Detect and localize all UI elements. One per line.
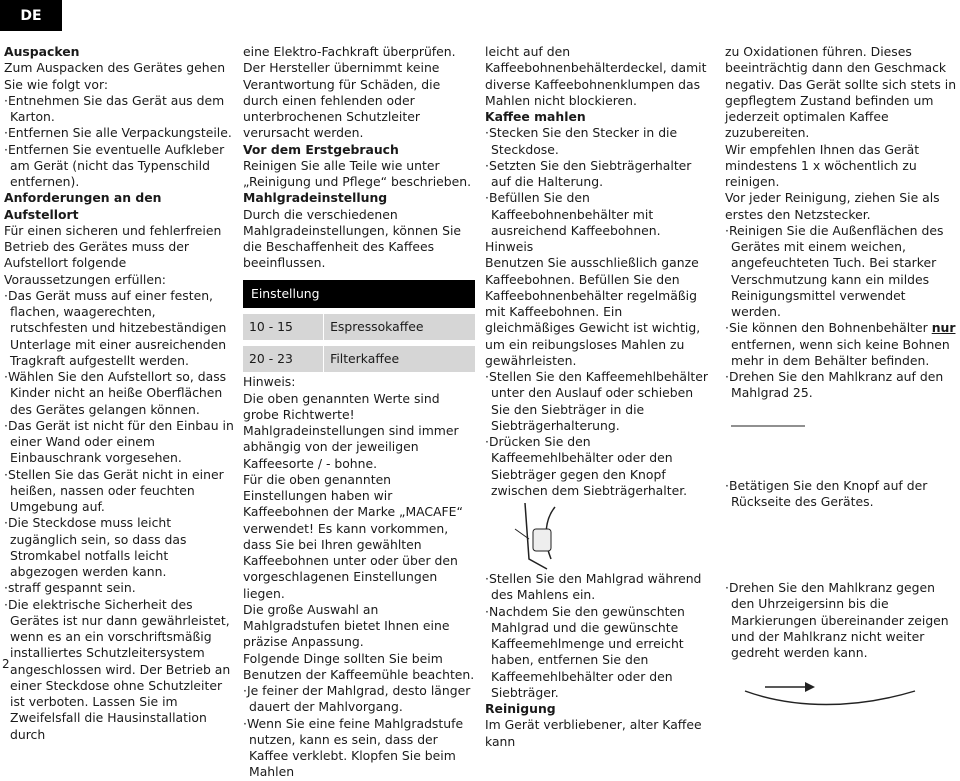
heading-cleaning: Reinigung [485, 701, 556, 716]
table-header: Einstellung [243, 280, 475, 311]
paragraph: Benutzen Sie ausschließlich ganze Kaffeebohnen. Befüllen Sie den Kaffeebohnenbehälter regelmäßig mit Kaffeebohnen. Ein gleichmäßiges Gewicht ist wichtig, um ein reibungsloses Mahlen zu gewährleisten. [485, 255, 701, 368]
bullet-item: ·Entfernen Sie eventuelle Aufkleber am Gerät (nicht das Typenschild entfernen). [4, 141, 225, 189]
bullet-item: ·Je feiner der Mahlgrad, desto länger dauert der Mahlvorgang. [243, 683, 471, 715]
grinder-drawing [485, 499, 715, 571]
paragraph: Reinigen Sie alle Teile wie unter „Reinigung und Pflege“ beschrieben. [243, 157, 472, 189]
bullet-item: ·Das Gerät ist nicht für den Einbau in einer Wand oder einem Einbauschrank vorgesehen. [4, 417, 234, 466]
bullet-item: ·Entnehmen Sie das Gerät aus dem Karton. [4, 92, 225, 124]
bullet-item: ·Das Gerät muss auf einer festen, flachen, waagerechten, rutschfesten und hitzebeständigen Unterlage mit einer ausreichenden Tragkraft aufgestellt werden. [4, 287, 227, 368]
table-cell: 20 - 23 [243, 343, 324, 372]
paragraph: Zum Auspacken des Gerätes gehen Sie wie folgt vor: [4, 60, 226, 92]
heading-location-requirements: Anforderungen an den Aufstellort [4, 190, 162, 222]
rotate-arrow-icon [725, 661, 957, 717]
emphasis-nur: nur [931, 320, 956, 336]
note-label: Hinweis: [243, 374, 296, 390]
bullet-item: ·Die elektrische Sicherheit des Gerätes ist nur dann gewährleistet, wenn es an ein vorschriftsmäßig installiertes Schutzleitersystem angeschlossen wird. Der Betrieb an einer Steckdose ohne Schutzleiter ist verboten. Lassen Sie im Zweifelsfall die Hausinstallation durch [4, 596, 231, 742]
paragraph: Die oben genannten Werte sind grobe Richtwerte! [243, 390, 440, 422]
paragraph: Für einen sicheren und fehlerfreien Betrieb des Gerätes muss der Aufstellort folgende Voraussetzungen erfüllen: [4, 222, 222, 287]
note-label: Hinweis [485, 239, 534, 254]
paragraph: zu Oxidationen führen. Dieses beeinträchtig dann den Geschmack negativ. Das Gerät sollte sich stets in gepflegtem Zustand befinden um jederzeit optimalen Kaffee zuzubereiten. [725, 44, 957, 141]
bullet-item: ·Setzten Sie den Siebträgerhalter auf die Halterung. [485, 157, 692, 189]
heading-first-use: Vor dem Erstgebrauch [243, 141, 399, 157]
table-cell: 10 - 15 [243, 311, 324, 343]
bullet-item: ·Stecken Sie den Stecker in die Steckdose. [485, 125, 678, 157]
paragraph: leicht auf den Kaffeebohnenbehälterdeckel, damit diverse Kaffeebohnenklumpen das Mahlen nicht blockieren. [485, 44, 707, 108]
heading-grind-setting: Mahlgradeinstellung [243, 190, 388, 206]
rotate-ring-illustration [725, 661, 957, 717]
bullet-item: ·Stellen Sie das Gerät nicht in einer heißen, nassen oder feuchten Umgebung auf. [4, 466, 224, 514]
paragraph: Für die oben genannten Einstellungen haben wir Kaffeebohnen der Marke „MACAFE“ verwendet! Es kann vorkommen, dass Sie bei Ihren gewählten Kaffeebohnen unter oder über den vorgeschlagenen Einstellungen liegen. [243, 471, 463, 601]
column-2 [243, 44, 475, 781]
paragraph: Mahlgradeinstellungen sind immer abhängig von der jeweiligen Kaffeesorte / - bohne. [243, 423, 459, 471]
table-row [243, 311, 475, 343]
bullet-item: ·Die Steckdose muss leicht zugänglich sein, so dass das Stromkabel notfalls leicht abgezogen werden kann. [4, 515, 187, 579]
column-4 [725, 44, 957, 717]
bullet-item: ·Nachdem Sie den gewünschten Mahlgrad und die gewünschte Kaffeemehlmenge und erreicht haben, entfernen Sie den Kaffeemehlbehälter oder den Siebträger. [485, 603, 685, 700]
column-3 [485, 44, 715, 750]
grind-ring-drawing [725, 402, 957, 478]
grinder-illustration [485, 499, 715, 571]
bullet-item: ·straff gespannt sein. [4, 580, 136, 596]
bullet-item: ·Entfernen Sie alle Verpackungsteile. [4, 125, 232, 141]
rear-button-illustration [725, 510, 957, 580]
bullet-item: ·Drehen Sie den Mahlkranz auf den Mahlgrad 25. [725, 369, 944, 401]
bullet-item: ·Wählen Sie den Aufstellort so, dass Kinder nicht an heiße Oberflächen des Gerätes gelangen können. [4, 369, 227, 417]
language-tag: DE [0, 0, 62, 31]
bullet-item: ·Drehen Sie den Mahlkranz gegen den Uhrzeigersinn bis die Markierungen übereinander zeigen und der Mahlkranz nicht weiter gedreht werden kann. [725, 580, 949, 660]
grind-setting-table [243, 280, 475, 373]
paragraph: Vor jeder Reinigung, ziehen Sie als erstes den Netzstecker. [725, 190, 940, 222]
column-1 [4, 44, 234, 743]
paragraph: Folgende Dinge sollten Sie beim Benutzen der Kaffeemühle beachten. [243, 650, 475, 682]
heading-unpacking: Auspacken [4, 44, 80, 59]
bullet-item: ·Stellen Sie den Kaffeemehlbehälter unter den Auslauf oder schieben Sie den Siebträger in die Siebträgerhalterung. [485, 369, 708, 433]
table-cell: Filterkaffee [324, 343, 475, 372]
paragraph: Im Gerät verbliebener, alter Kaffee kann [485, 717, 702, 749]
page-number: 2 [2, 657, 10, 671]
bullet-item: ·Sie können den Bohnenbehälter nur entfernen, wenn sich keine Bohnen mehr in dem Behälter befinden. [725, 320, 956, 368]
heading-grinding-coffee: Kaffee mahlen [485, 109, 586, 124]
paragraph: eine Elektro-Fachkraft überprüfen. Der Hersteller übernimmt keine Verantwortung für Schäden, die durch einen fehlenden oder unterbrochenen Schutzleiter verursacht werden. [243, 44, 456, 141]
bullet-item: ·Betätigen Sie den Knopf auf der Rückseite des Gerätes. [725, 477, 928, 509]
paragraph: Durch die verschiedenen Mahlgradeinstellungen, können Sie die Beschaffenheit des Kaffees beeinflussen. [243, 206, 462, 271]
table-cell: Espressokaffee [324, 311, 475, 343]
table-row [243, 343, 475, 372]
paragraph: Die große Auswahl an Mahlgradstufen bietet Ihnen eine präzise Anpassung. [243, 601, 450, 650]
bullet-item: ·Befüllen Sie den Kaffeebohnenbehälter mit ausreichend Kaffeebohnen. [485, 190, 661, 238]
bullet-item: ·Wenn Sie eine feine Mahlgradstufe nutzen, kann es sein, dass der Kaffee verklebt. Klopfen Sie beim Mahlen [243, 715, 464, 780]
bullet-item: ·Reinigen Sie die Außenflächen des Gerätes mit einem weichen, angefeuchteten Tuch. Bei starker Verschmutzung kann ein mildes Reinigungsmittel verwendet werden. [725, 222, 944, 319]
bullet-item: ·Drücken Sie den Kaffeemehlbehälter oder den Siebträger gegen den Knopf zwischen dem Siebträgerhalter. [485, 434, 688, 498]
bullet-item: ·Stellen Sie den Mahlgrad während des Mahlens ein. [485, 571, 702, 603]
paragraph: Wir empfehlen Ihnen das Gerät mindestens 1 x wöchentlich zu reinigen. [725, 141, 920, 189]
grind-ring-illustration [725, 402, 957, 478]
